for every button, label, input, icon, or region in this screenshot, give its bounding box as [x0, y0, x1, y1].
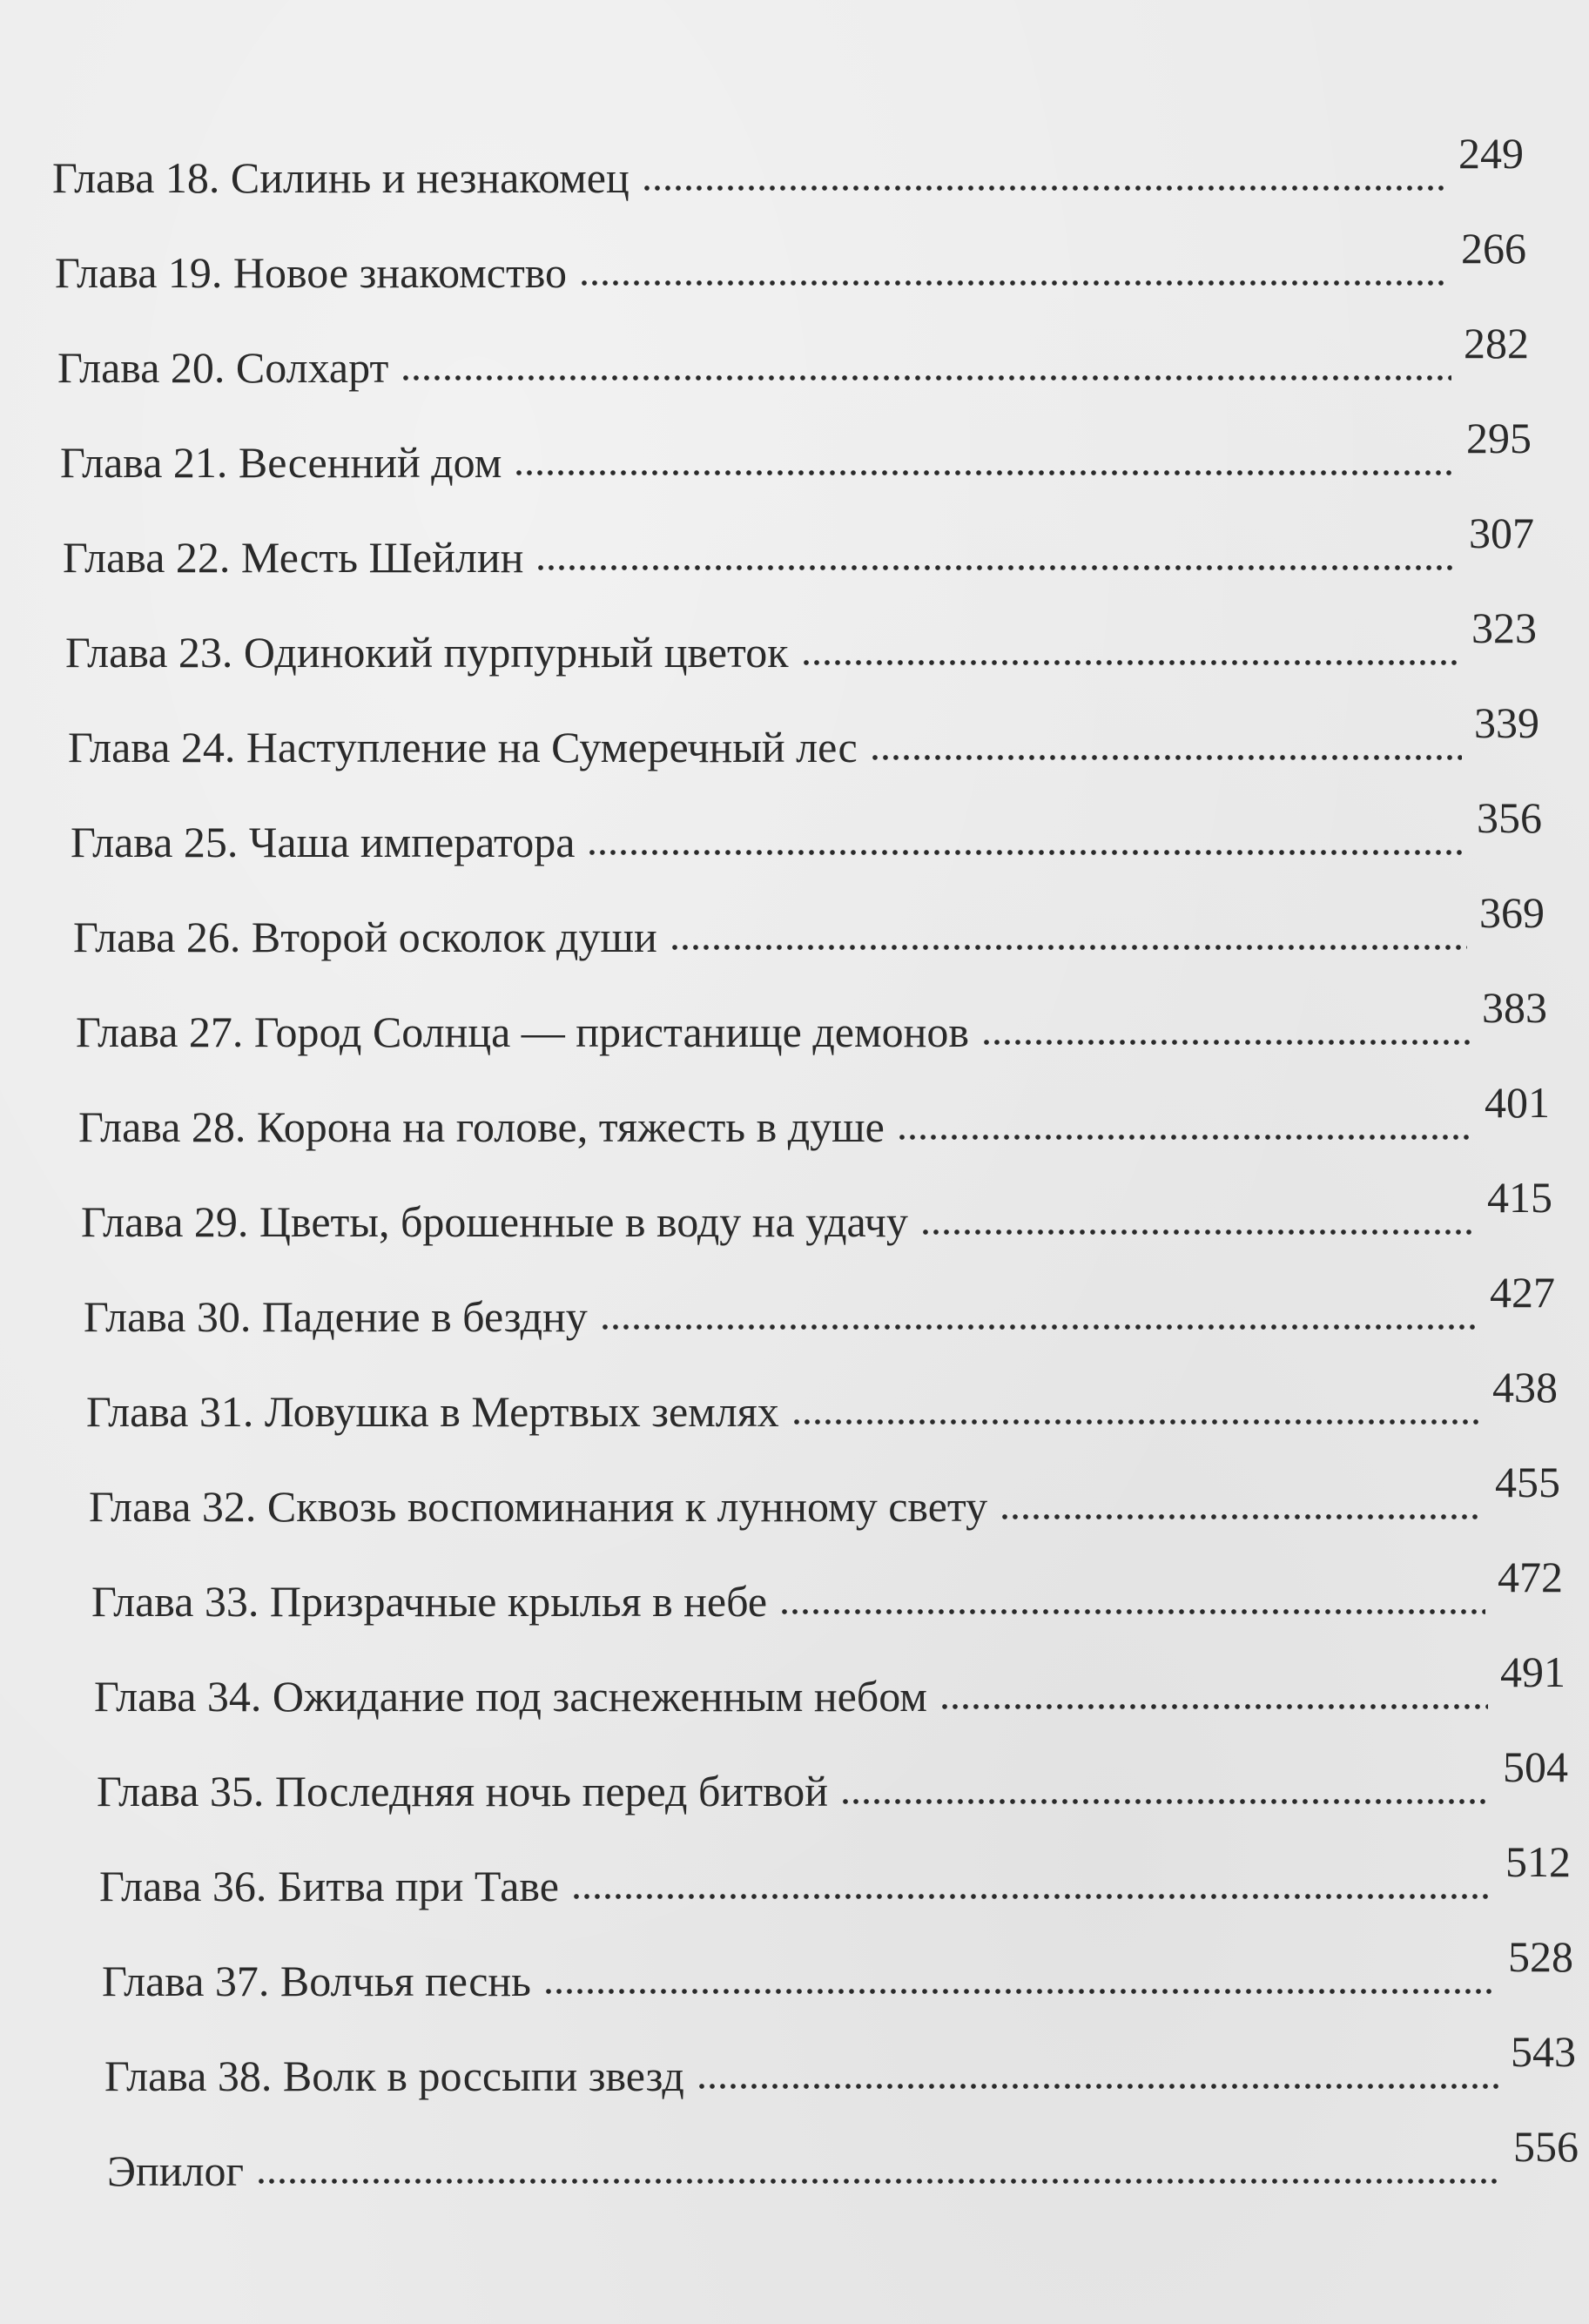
toc-entry — [68, 674, 1539, 769]
toc-entry — [63, 484, 1534, 582]
page-number: 282 — [1464, 319, 1529, 367]
toc-entry — [99, 1813, 1571, 1908]
page-number: 556 — [1513, 2122, 1579, 2171]
dot-leader — [791, 1418, 1480, 1426]
page-number: 356 — [1477, 793, 1542, 842]
dot-leader — [256, 2177, 1501, 2186]
page-number: 491 — [1500, 1647, 1565, 1696]
chapter-title: Глава 29. Цветы, брошенные в воду на удачу — [81, 1197, 908, 1246]
page-number: 323 — [1471, 603, 1537, 652]
toc-entry — [81, 1149, 1552, 1246]
chapter-title: Эпилог — [107, 2146, 244, 2195]
chapter-title: Глава 27. Город Солнца — пристанище демонов — [76, 1007, 970, 1056]
dot-leader — [535, 563, 1457, 572]
page-number: 427 — [1490, 1268, 1555, 1317]
dot-leader — [801, 658, 1459, 667]
page-number: 528 — [1508, 1932, 1573, 1981]
chapter-title: Глава 22. Месть Шейлин — [63, 533, 524, 582]
chapter-title: Глава 21. Весенний дом — [60, 438, 502, 487]
chapter-title: Глава 23. Одинокий пурпурный цветок — [65, 628, 789, 677]
toc-entry — [55, 199, 1526, 297]
dot-leader — [939, 1702, 1488, 1711]
chapter-title: Глава 30. Падение в бездну — [84, 1292, 588, 1341]
page-number: 504 — [1503, 1742, 1568, 1791]
chapter-title: Глава 36. Битва при Таве — [99, 1862, 559, 1910]
chapter-title: Глава 25. Чаша императора — [71, 818, 576, 866]
page-number: 249 — [1458, 129, 1524, 178]
dot-leader — [571, 1892, 1493, 1901]
toc-entry — [94, 1623, 1565, 1721]
toc-entry — [104, 2003, 1576, 2098]
chapter-title: Глава 31. Ловушка в Мертвых землях — [86, 1387, 779, 1436]
dot-leader — [981, 1038, 1470, 1047]
page-number: 401 — [1485, 1078, 1550, 1127]
page-number: 512 — [1505, 1837, 1571, 1886]
chapter-title: Глава 33. Призрачные крылья в небе — [91, 1577, 768, 1626]
toc-entry — [89, 1433, 1560, 1531]
dot-leader — [587, 848, 1464, 857]
page-number: 295 — [1466, 414, 1532, 462]
dot-leader — [1000, 1512, 1483, 1521]
page-number: 455 — [1495, 1458, 1560, 1506]
page-number: 339 — [1474, 698, 1539, 747]
toc-entry — [60, 389, 1532, 487]
chapter-title: Глава 34. Ожидание под заснеженным небом — [94, 1672, 927, 1721]
dot-leader — [600, 1323, 1478, 1331]
toc-entry — [57, 294, 1529, 392]
toc-entry — [107, 2098, 1579, 2193]
toc-entry — [76, 959, 1547, 1054]
toc-entry — [86, 1338, 1558, 1436]
page-number: 415 — [1487, 1173, 1552, 1222]
page-number: 383 — [1482, 983, 1547, 1032]
page-number: 438 — [1492, 1363, 1558, 1411]
chapter-title: Глава 32. Сквозь воспоминания к лунному свету — [89, 1482, 988, 1531]
dot-leader — [543, 1987, 1496, 1996]
chapter-title: Глава 18. Силинь и незнакомец — [52, 153, 630, 202]
chapter-title: Глава 26. Второй осколок души — [73, 913, 657, 961]
page-number: 369 — [1479, 888, 1545, 937]
dot-leader — [514, 468, 1454, 477]
toc-entry — [73, 864, 1545, 959]
toc-entry — [97, 1718, 1568, 1813]
dot-leader — [401, 374, 1451, 382]
page-number: 543 — [1511, 2027, 1576, 2076]
dot-leader — [920, 1228, 1475, 1236]
dot-leader — [870, 753, 1462, 762]
page-number: 266 — [1461, 224, 1526, 273]
dot-leader — [779, 1607, 1485, 1616]
page-number: 472 — [1498, 1553, 1563, 1601]
dot-leader — [897, 1133, 1472, 1142]
dot-leader — [579, 279, 1449, 287]
chapter-title: Глава 28. Корона на голове, тяжесть в душе — [78, 1102, 885, 1151]
chapter-title: Глава 24. Наступление на Сумеречный лес — [68, 723, 858, 771]
toc-entry — [91, 1528, 1563, 1626]
toc-entry — [65, 579, 1537, 677]
dot-leader — [697, 2082, 1498, 2091]
chapter-title: Глава 20. Солхарт — [57, 343, 389, 392]
toc-entry — [52, 104, 1524, 202]
chapter-title: Глава 35. Последняя ночь перед битвой — [97, 1767, 829, 1815]
toc-entry — [71, 769, 1542, 864]
toc-entry — [78, 1054, 1550, 1149]
page-number: 307 — [1469, 509, 1534, 557]
toc-entry — [102, 1908, 1573, 2003]
dot-leader — [642, 184, 1446, 192]
table-of-contents — [52, 104, 1579, 2195]
chapter-title: Глава 19. Новое знакомство — [55, 248, 568, 297]
dot-leader — [670, 943, 1467, 952]
toc-entry — [84, 1243, 1555, 1341]
chapter-title: Глава 37. Волчья песнь — [102, 1957, 531, 2005]
dot-leader — [840, 1797, 1491, 1806]
chapter-title: Глава 38. Волк в россыпи звезд — [104, 2051, 684, 2100]
